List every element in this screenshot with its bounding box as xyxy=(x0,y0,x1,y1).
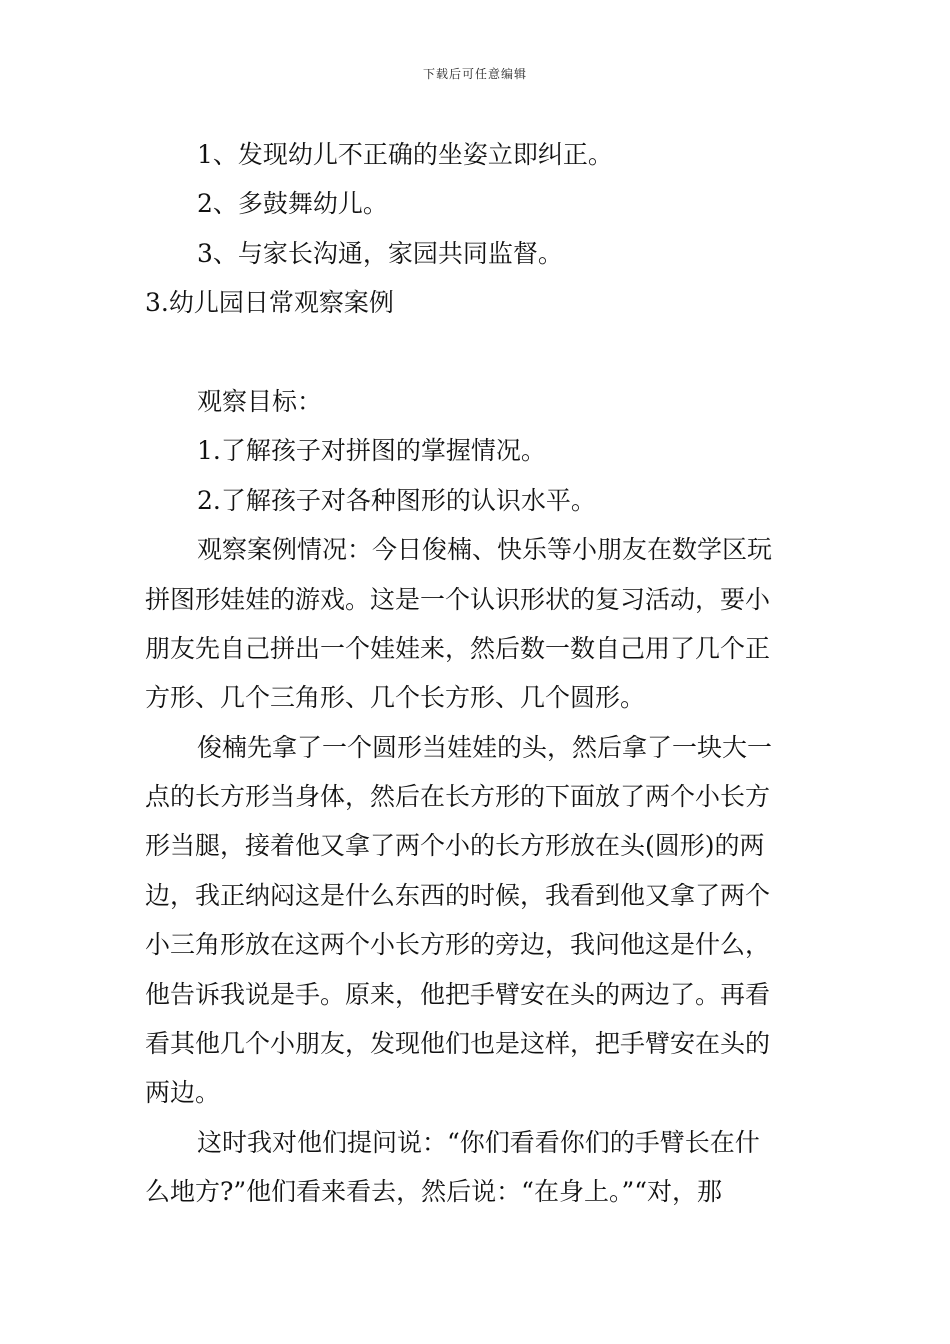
paragraph-question xyxy=(145,1118,810,1217)
paragraph-line: 么地方?”他们看来看去，然后说：“在身上。”“对，那 xyxy=(145,1177,723,1207)
paragraph-line: 拼图形娃娃的游戏。这是一个认识形状的复习活动，要小 xyxy=(145,584,771,614)
paragraph-line: 点的长方形当身体，然后在长方形的下面放了两个小长方 xyxy=(145,782,771,812)
goals-label: 观察目标： xyxy=(197,386,323,416)
paragraph-line: 两边。 xyxy=(145,1078,221,1108)
paragraph-line: 小三角形放在这两个小长方形的旁边，我问他这是什么， xyxy=(145,930,771,960)
paragraph-line: 观察案例情况：今日俊楠、快乐等小朋友在数学区玩 xyxy=(197,535,773,565)
page-header-note: 下载后可任意编辑 xyxy=(422,67,527,81)
paragraph-line: 边，我正纳闷这是什么东西的时候，我看到他又拿了两个 xyxy=(145,880,771,910)
document-body xyxy=(145,130,810,1217)
list-item: 1、发现幼儿不正确的坐姿立即纠正。 xyxy=(197,140,613,169)
paragraph-case-situation xyxy=(145,525,810,723)
blank-line xyxy=(145,328,810,377)
paragraph-observation xyxy=(145,723,810,1118)
paragraph-line: 看其他几个小朋友，发现他们也是这样，把手臂安在头的 xyxy=(145,1029,771,1059)
section-title: 3.幼儿园日常观察案例 xyxy=(145,288,394,318)
paragraph-line: 俊楠先拿了一个圆形当娃娃的头，然后拿了一块大一 xyxy=(197,732,773,762)
paragraph-line: 他告诉我说是手。原来，他把手臂安在头的两边了。再看 xyxy=(145,979,771,1009)
list-item: 2、多鼓舞幼儿。 xyxy=(197,189,388,219)
goal-item: 1.了解孩子对拼图的掌握情况。 xyxy=(197,436,546,466)
goal-item: 2.了解孩子对各种图形的认识水平。 xyxy=(197,485,596,515)
paragraph-line: 这时我对他们提问说：“你们看看你们的手臂长在什 xyxy=(197,1127,760,1157)
paragraph-line: 朋友先自己拼出一个娃娃来，然后数一数自己用了几个正 xyxy=(145,633,771,663)
paragraph-line: 形当腿，接着他又拿了两个小的长方形放在头(圆形)的两 xyxy=(145,831,765,861)
list-item: 3、与家长沟通，家园共同监督。 xyxy=(197,238,563,268)
paragraph-line: 方形、几个三角形、几个长方形、几个圆形。 xyxy=(145,683,646,713)
